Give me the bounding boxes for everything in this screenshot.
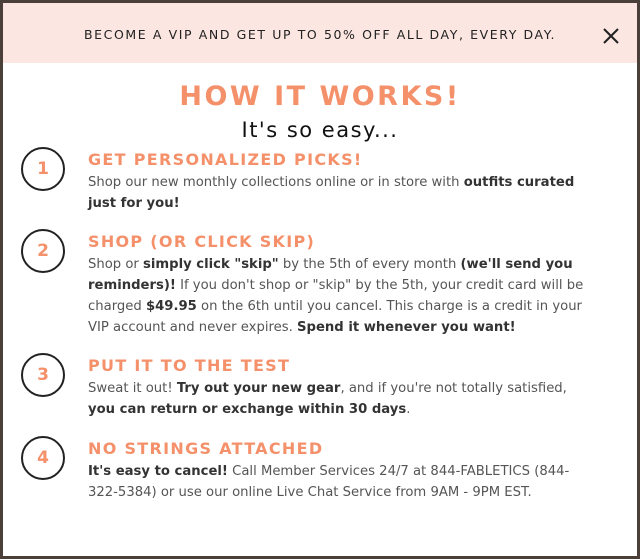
body-text: , and if you're not totally satisfied, bbox=[340, 381, 567, 396]
step-number-badge: 2 bbox=[21, 229, 65, 273]
page-title: HOW IT WORKS! bbox=[179, 81, 461, 112]
emphasized-text: simply click "skip" bbox=[143, 257, 279, 272]
body-text: on the 6th until you cancel. This charge is a credit in your VIP account and never expires. bbox=[88, 299, 582, 335]
step-description bbox=[88, 254, 588, 338]
step-title: SHOP (OR CLICK SKIP) bbox=[88, 232, 316, 251]
body-text: . bbox=[406, 402, 411, 417]
step-number-badge: 1 bbox=[21, 147, 65, 191]
how-it-works-modal bbox=[3, 3, 637, 556]
step-description bbox=[88, 172, 588, 214]
emphasized-text: you can return or exchange within 30 days bbox=[88, 402, 407, 417]
step-title: GET PERSONALIZED PICKS! bbox=[88, 150, 363, 169]
emphasized-text: Try out your new gear bbox=[176, 381, 341, 396]
close-icon bbox=[599, 24, 623, 48]
emphasized-text: Spend it whenever you want! bbox=[297, 320, 516, 335]
step-number-badge: 4 bbox=[21, 436, 65, 480]
body-text: by the 5th of every month bbox=[278, 257, 461, 272]
step-number-badge: 3 bbox=[21, 353, 65, 397]
step-title: PUT IT TO THE TEST bbox=[88, 356, 291, 375]
emphasized-text: outfits curated just for you! bbox=[88, 175, 575, 211]
emphasized-text: It's easy to cancel! bbox=[88, 464, 228, 479]
step-title: NO STRINGS ATTACHED bbox=[88, 439, 324, 458]
step-description bbox=[88, 461, 588, 503]
page-subtitle: It's so easy... bbox=[241, 118, 399, 142]
body-text: Shop our new monthly collections online or in store with bbox=[88, 175, 464, 190]
emphasized-text: $49.95 bbox=[145, 299, 197, 314]
vip-banner-text: BECOME A VIP AND GET UP TO 50% OFF ALL DAY, EVERY DAY. bbox=[83, 27, 557, 42]
step-description bbox=[88, 378, 588, 420]
body-text: Shop or bbox=[88, 257, 144, 272]
close-button[interactable] bbox=[599, 24, 623, 48]
vip-banner bbox=[3, 3, 637, 63]
body-text: Call Member Services 24/7 at 844-FABLETICS (844-322-5384) or use our online Live Chat Service from 9AM - 9PM EST. bbox=[88, 464, 570, 500]
body-text: If you don't shop or "skip" by the 5th, your credit card will be charged bbox=[88, 278, 584, 314]
body-text: Sweat it out! bbox=[88, 381, 177, 396]
emphasized-text: (we'll send you reminders)! bbox=[88, 257, 573, 293]
